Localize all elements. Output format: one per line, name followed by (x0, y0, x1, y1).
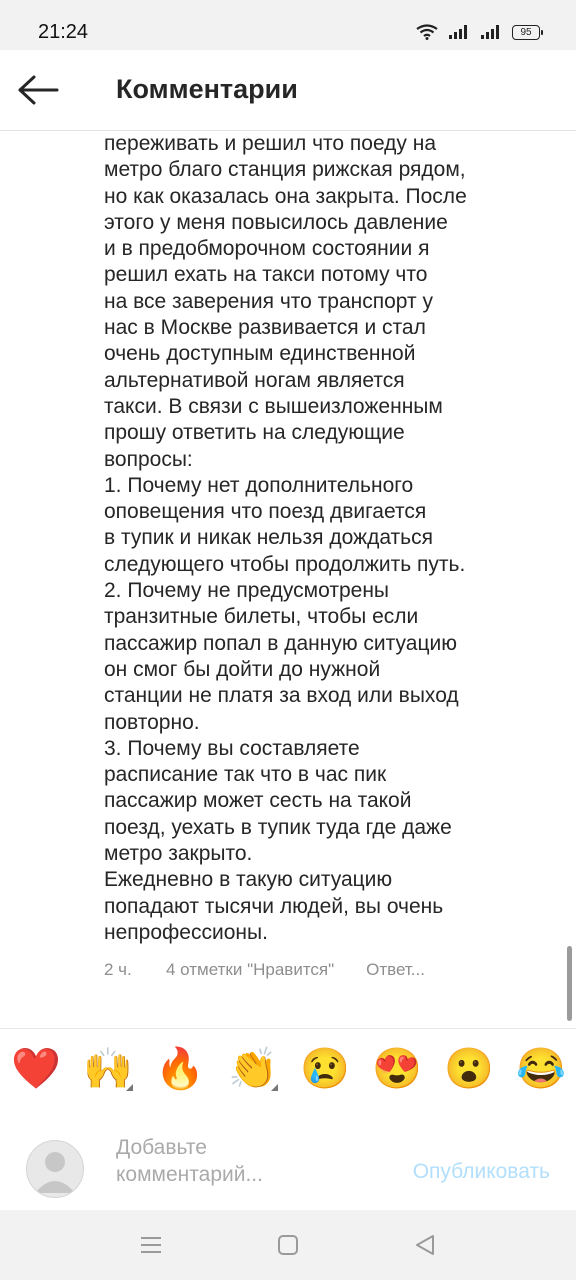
comment-input[interactable]: Добавьте комментарий... (116, 1136, 263, 1186)
variants-indicator-icon (271, 1084, 278, 1091)
default-avatar-icon (27, 1141, 83, 1197)
back-nav-button[interactable] (408, 1228, 442, 1262)
comment-line: метро благо станция рижская рядом, (104, 158, 466, 182)
menu-button[interactable] (134, 1228, 168, 1262)
comment-line: станции не платя за вход или выход (104, 684, 459, 708)
comment-line: и в предобморочном состоянии я (104, 237, 430, 261)
menu-icon (140, 1235, 162, 1255)
comment-line: поезд, уехать в тупик туда где даже (104, 815, 452, 839)
comment-line: Ежедневно в такую ситуацию (104, 868, 393, 892)
header (0, 50, 576, 131)
clapping-hands-emoji[interactable]: 👏 (228, 1046, 278, 1091)
home-button[interactable] (271, 1228, 305, 1262)
avatar (26, 1140, 84, 1198)
comment-line: пассажир может сесть на такой (104, 789, 412, 813)
crying-face-emoji[interactable]: 😢 (300, 1046, 350, 1091)
comment-line: расписание так что в час пик (104, 763, 387, 787)
page-title: Комментарии (116, 74, 298, 104)
heart-emoji[interactable]: ❤️ (11, 1046, 61, 1091)
back-button[interactable] (14, 68, 62, 112)
likes-count-link[interactable]: 4 отметки "Нравится" (166, 960, 335, 979)
comment-line: очень доступным единственной (104, 342, 416, 366)
comment-line: решил ехать на такси потому что (104, 263, 428, 287)
comment-input-row (0, 1109, 576, 1209)
comment-line: на все заверения что транспорт у (104, 289, 433, 313)
reply-button[interactable]: Ответ... (366, 960, 425, 979)
comment-line: попадают тысячи людей, вы очень (104, 894, 444, 918)
comment-body (104, 131, 524, 946)
tears-of-joy-emoji[interactable]: 😂 (516, 1046, 566, 1091)
comment-line: 1. Почему нет дополнительного (104, 473, 414, 497)
comment-line: оповещения что поезд двигается (104, 500, 427, 524)
comment-line: вопросы: (104, 447, 193, 471)
comment-line: переживать и решил что поеду на (104, 132, 437, 155)
comment-line: нас в Москве развивается и стал (104, 316, 426, 340)
comment-line: пассажир попал в данную ситуацию (104, 631, 457, 655)
emoji-bar (0, 1028, 576, 1110)
comment-list[interactable] (0, 131, 576, 1028)
scrollbar[interactable] (567, 946, 572, 1021)
comment-line: следующего чтобы продолжить путь. (104, 552, 466, 576)
comment-line: такси. В связи с вышеизложенным (104, 394, 443, 418)
status-time: 21:24 (38, 21, 89, 43)
comment-line: непрофессионы. (104, 920, 268, 944)
comment-line: этого у меня повысилось давление (104, 210, 448, 234)
comment-line: 2. Почему не предусмотрены (104, 579, 390, 603)
comment-line: но как оказалась она закрыта. После (104, 184, 467, 208)
comment-line: повторно. (104, 710, 200, 734)
back-arrow-icon (17, 75, 59, 105)
heart-eyes-emoji[interactable]: 😍 (372, 1046, 422, 1091)
wifi-icon (416, 24, 438, 40)
comment-line: метро закрыто. (104, 842, 253, 866)
signal-icon-2 (480, 24, 502, 40)
raising-hands-emoji[interactable]: 🙌 (83, 1046, 133, 1091)
surprised-face-emoji[interactable]: 😮 (444, 1046, 494, 1091)
comment-time: 2 ч. (104, 960, 132, 979)
system-nav-bar (0, 1210, 576, 1280)
fire-emoji[interactable]: 🔥 (155, 1046, 205, 1091)
comment-line: альтернативой ногам является (104, 368, 405, 392)
comment-line: транзитные билеты, чтобы если (104, 605, 419, 629)
status-bar (0, 0, 576, 50)
signal-icon (448, 24, 470, 40)
comment-line: он смог бы дойти до нужной (104, 657, 381, 681)
status-icons (416, 22, 540, 42)
comment-meta (104, 960, 425, 980)
home-square-icon (277, 1234, 299, 1256)
variants-indicator-icon (126, 1084, 133, 1091)
publish-button[interactable]: Опубликовать (412, 1160, 550, 1183)
comment-line: 3. Почему вы составляете (104, 736, 360, 760)
battery-icon: 95 (512, 25, 540, 40)
comment-line: прошу ответить на следующие (104, 421, 405, 445)
comment-line: в тупик и никак нельзя дождаться (104, 526, 433, 550)
back-triangle-icon (414, 1234, 436, 1256)
